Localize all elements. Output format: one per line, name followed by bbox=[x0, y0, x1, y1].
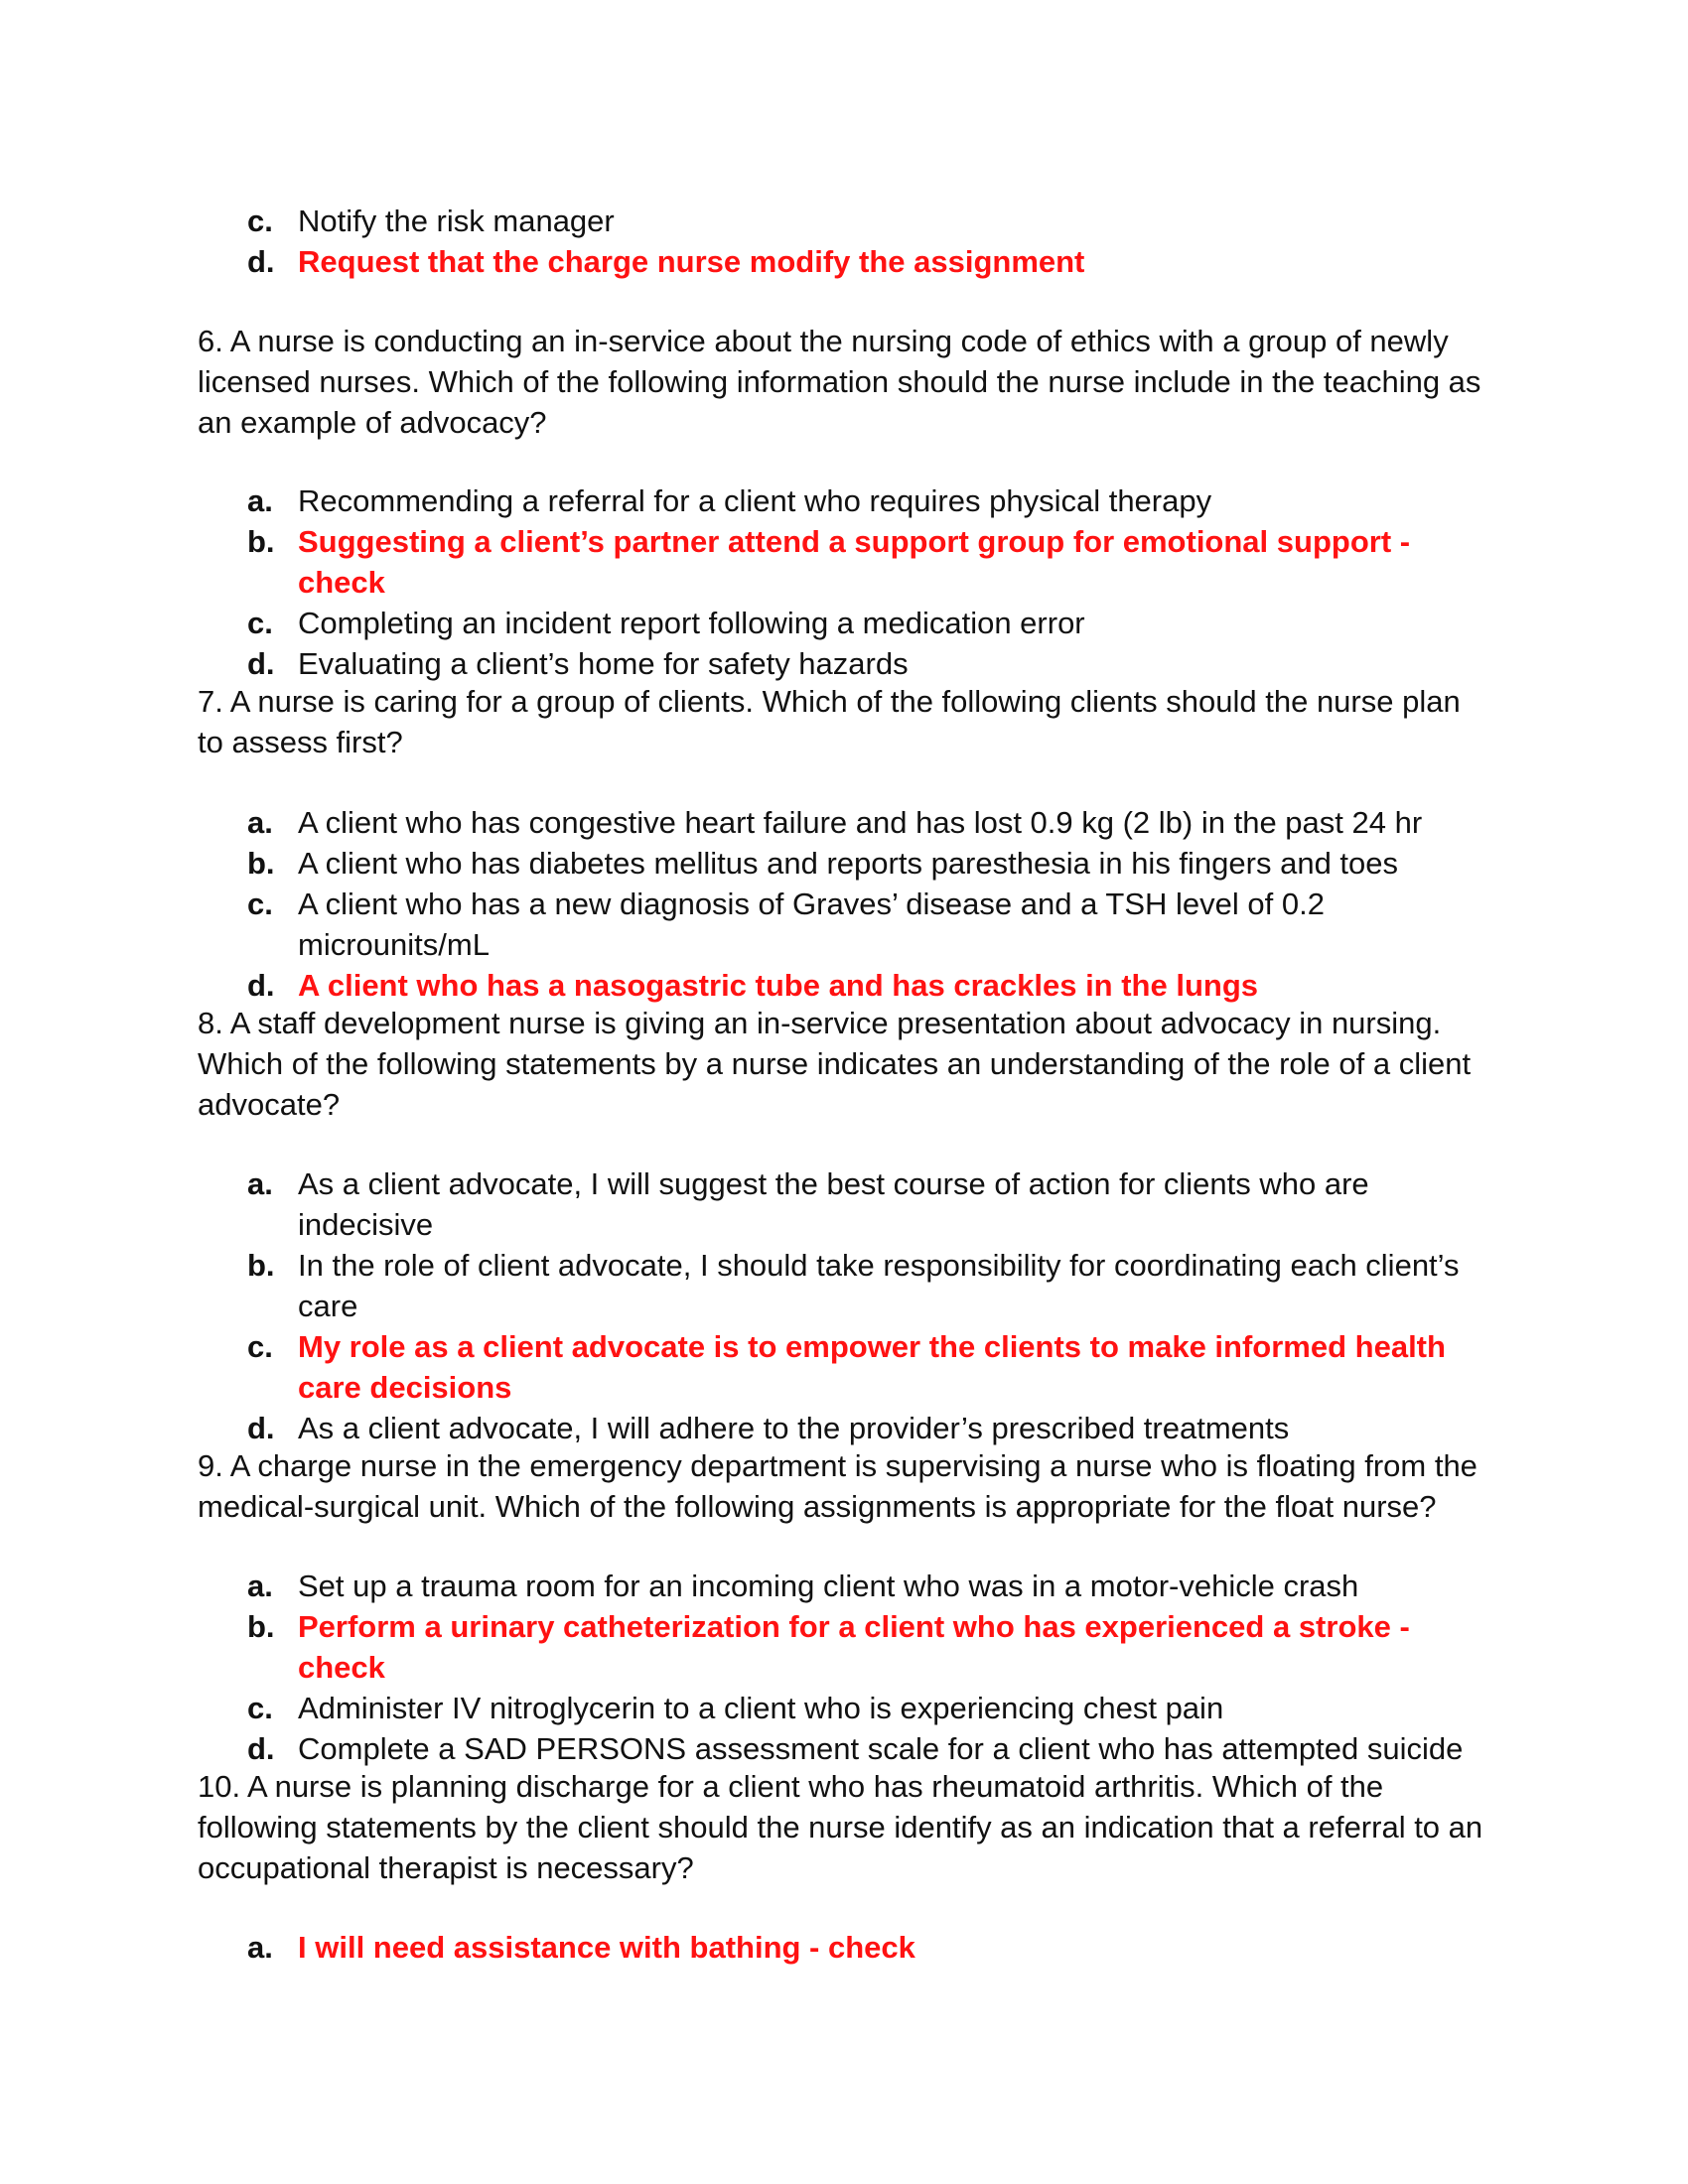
q6-option-c bbox=[247, 603, 1488, 643]
q7-option-b bbox=[247, 843, 1488, 884]
q10-options bbox=[247, 1927, 1488, 1968]
q8-option-d bbox=[247, 1408, 1488, 1448]
question-7 bbox=[198, 681, 1488, 762]
question-8 bbox=[198, 1003, 1488, 1125]
option-text: Notify the risk manager bbox=[298, 204, 615, 238]
question-10 bbox=[198, 1766, 1488, 1888]
q8-options bbox=[247, 1163, 1488, 1448]
option-text: As a client advocate, I will suggest the best course of action for clients who are indecisive bbox=[298, 1166, 1369, 1242]
q7-options bbox=[247, 802, 1488, 1006]
option-letter: b. bbox=[247, 1248, 275, 1283]
q8-option-b bbox=[247, 1245, 1488, 1326]
question-stem: 7. A nurse is caring for a group of clients. Which of the following clients should the nurse plan to assess first? bbox=[198, 684, 1461, 759]
option-letter: d. bbox=[247, 244, 275, 279]
option-letter: b. bbox=[247, 846, 275, 881]
q9-options bbox=[247, 1566, 1488, 1769]
option-letter: a. bbox=[247, 1166, 273, 1201]
q7-option-d bbox=[247, 965, 1488, 1006]
option-letter: a. bbox=[247, 483, 273, 518]
question-stem: 6. A nurse is conducting an in-service about the nursing code of ethics with a group of newly licensed nurses. Which of the following information should the nurse include in the teaching as an example of advocacy? bbox=[198, 324, 1481, 440]
q8-option-c bbox=[247, 1326, 1488, 1408]
option-letter: c. bbox=[247, 204, 273, 238]
option-text: Evaluating a client’s home for safety hazards bbox=[298, 646, 909, 681]
option-letter: a. bbox=[247, 805, 273, 840]
option-text: As a client advocate, I will adhere to the provider’s prescribed treatments bbox=[298, 1411, 1290, 1445]
option-letter: c. bbox=[247, 887, 273, 921]
q5-option-c bbox=[247, 201, 1488, 241]
option-text: Set up a trauma room for an incoming client who was in a motor-vehicle crash bbox=[298, 1569, 1359, 1603]
q7-option-a bbox=[247, 802, 1488, 843]
option-letter: b. bbox=[247, 524, 275, 559]
question-stem: 8. A staff development nurse is giving an in-service presentation about advocacy in nursing. Which of the following statements by a nurse indicates an understanding of the role of a client advocate? bbox=[198, 1006, 1472, 1122]
question-6 bbox=[198, 321, 1488, 443]
question-stem: 10. A nurse is planning discharge for a client who has rheumatoid arthritis. Which of the following statements by the client should the nurse identify as an indication that a referral to an occupational therapist is necessary? bbox=[198, 1769, 1483, 1885]
option-text: Request that the charge nurse modify the assignment bbox=[298, 244, 1085, 279]
option-text: In the role of client advocate, I should take responsibility for coordinating each client’s care bbox=[298, 1248, 1460, 1323]
option-text: Recommending a referral for a client who requires physical therapy bbox=[298, 483, 1212, 518]
question-stem: 9. A charge nurse in the emergency department is supervising a nurse who is floating from the medical-surgical unit. Which of the following assignments is appropriate for the float nurse? bbox=[198, 1448, 1477, 1524]
option-letter: b. bbox=[247, 1609, 275, 1644]
q10-option-a bbox=[247, 1927, 1488, 1968]
option-text: My role as a client advocate is to empower the clients to make informed health care decisions bbox=[298, 1329, 1446, 1405]
option-letter: d. bbox=[247, 968, 275, 1003]
option-text: A client who has a nasogastric tube and has crackles in the lungs bbox=[298, 968, 1259, 1003]
option-letter: c. bbox=[247, 606, 273, 640]
option-text: I will need assistance with bathing - check bbox=[298, 1930, 915, 1965]
q9-option-b bbox=[247, 1606, 1488, 1688]
q6-option-b bbox=[247, 521, 1488, 603]
q6-option-a bbox=[247, 480, 1488, 521]
q9-option-c bbox=[247, 1688, 1488, 1728]
option-letter: d. bbox=[247, 1731, 275, 1766]
option-text: A client who has a new diagnosis of Graves’ disease and a TSH level of 0.2 microunits/mL bbox=[298, 887, 1325, 962]
option-letter: a. bbox=[247, 1930, 273, 1965]
option-text: Complete a SAD PERSONS assessment scale for a client who has attempted suicide bbox=[298, 1731, 1464, 1766]
option-letter: a. bbox=[247, 1569, 273, 1603]
option-letter: c. bbox=[247, 1691, 273, 1725]
option-letter: c. bbox=[247, 1329, 273, 1364]
option-text: Perform a urinary catheterization for a client who has experienced a stroke - check bbox=[298, 1609, 1410, 1685]
q6-options bbox=[247, 480, 1488, 684]
q5-option-d bbox=[247, 241, 1488, 282]
option-letter: d. bbox=[247, 646, 275, 681]
option-text: A client who has diabetes mellitus and reports paresthesia in his fingers and toes bbox=[298, 846, 1399, 881]
q5-options bbox=[247, 201, 1488, 282]
q9-option-a bbox=[247, 1566, 1488, 1606]
q8-option-a bbox=[247, 1163, 1488, 1245]
option-letter: d. bbox=[247, 1411, 275, 1445]
q7-option-c bbox=[247, 884, 1488, 965]
option-text: Suggesting a client’s partner attend a support group for emotional support - check bbox=[298, 524, 1411, 600]
option-text: Administer IV nitroglycerin to a client who is experiencing chest pain bbox=[298, 1691, 1224, 1725]
option-text: A client who has congestive heart failure and has lost 0.9 kg (2 lb) in the past 24 hr bbox=[298, 805, 1423, 840]
option-text: Completing an incident report following a medication error bbox=[298, 606, 1085, 640]
q6-option-d bbox=[247, 643, 1488, 684]
question-9 bbox=[198, 1445, 1488, 1527]
q9-option-d bbox=[247, 1728, 1488, 1769]
